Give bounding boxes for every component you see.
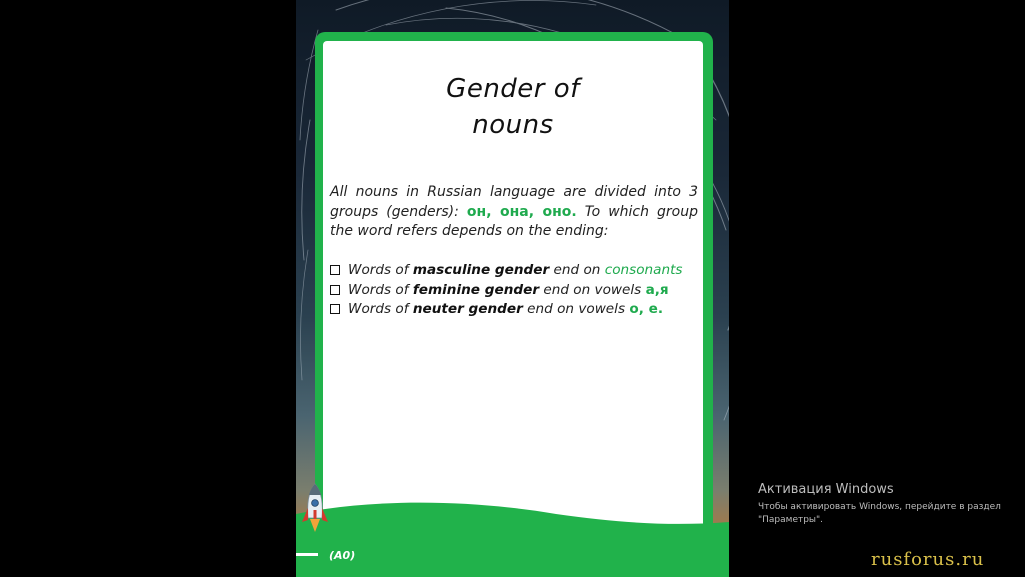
- intro-paragraph: [330, 183, 698, 242]
- rule-prefix: Words of: [348, 301, 413, 318]
- rule-ending: о, е.: [629, 301, 663, 318]
- intro-pronouns: он, она, оно.: [466, 203, 577, 220]
- rule-term: masculine gender: [412, 262, 550, 278]
- slide-title-line2: nouns: [472, 110, 554, 140]
- rule-term: feminine gender: [412, 281, 540, 298]
- rocket-icon: [300, 482, 330, 534]
- list-item: [330, 261, 702, 281]
- intro-text-end: To which group the word refers depends on the ending:: [330, 203, 698, 239]
- slide-title-line1: Gender of: [446, 74, 580, 104]
- activation-text: Чтобы активировать Windows, перейдите в раздел "Параметры".: [758, 502, 1001, 525]
- list-item: [330, 300, 702, 320]
- rule-prefix: Words of: [348, 262, 413, 278]
- activation-title: Активация Windows: [758, 482, 894, 497]
- site-watermark: rusforus.ru: [871, 549, 985, 570]
- lesson-card: [323, 41, 703, 531]
- rule-prefix: Words of: [348, 281, 413, 298]
- slide-title: [323, 71, 703, 143]
- level-label: (A0): [329, 549, 356, 562]
- rule-middle: end on vowels: [539, 281, 646, 298]
- lesson-slide: [296, 0, 729, 577]
- checkbox-icon: [330, 265, 340, 275]
- checkbox-icon: [330, 285, 340, 295]
- list-item: [330, 281, 702, 301]
- green-wave-footer: [296, 496, 729, 577]
- gender-rules-list: [330, 261, 702, 320]
- intro-text: All nouns in Russian language are divided into 3 groups (genders):: [330, 184, 698, 220]
- progress-bar: [296, 553, 318, 556]
- windows-activation-notice: [758, 481, 1018, 527]
- rule-middle: end on vowels: [522, 301, 630, 318]
- rule-ending: consonants: [604, 262, 683, 278]
- rule-middle: end on: [549, 262, 605, 278]
- rule-term: neuter gender: [412, 301, 523, 318]
- rule-ending: а,я: [645, 281, 669, 298]
- checkbox-icon: [330, 304, 340, 314]
